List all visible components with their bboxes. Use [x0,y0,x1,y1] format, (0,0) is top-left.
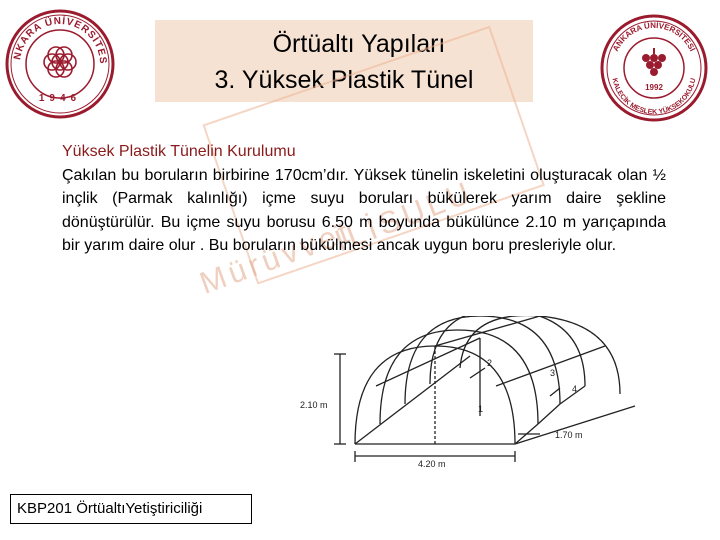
diagram-part-4: 4 [572,384,578,394]
ankara-universitesi-seal-icon [4,8,116,120]
course-footer: KBP201 ÖrtüaltıYetiştiriciliği [10,494,252,524]
tunnel-diagram [300,316,645,468]
watermark-name: Mürüvvet [195,213,357,301]
section-heading: Yüksek Plastik Tünelin Kurulumu [62,143,296,160]
diagram-part-3: 3 [550,368,556,378]
right-logo-year: 1992 [645,83,663,92]
left-logo-year: 1946 [38,93,82,104]
diagram-part-2: 2 [487,358,493,368]
diagram-width-label: 4.20 m [418,459,446,468]
left-logo-ring-text: NKARA ÜNİVERSİTES [12,15,109,65]
diagram-spacing-label: 1.70 m [555,430,583,440]
kalecik-myo-seal-icon [600,14,708,122]
page-title: Örtüaltı Yapıları [272,30,446,58]
kalecik-myo-logo [600,14,708,122]
content-block [62,140,666,258]
body-paragraph: Çakılan bu boruların birbirine 170cm’dır. Yüksek tünelin iskeletini oluşturacak olan ½ inçlik (Parmak kalınlığı) içme suyu boruları bükülerek yarım daire şekline dönüştürülür. Bu içme suyu borusu 6.50 m boyunda bükülünce 2.10 m yarıçapında bir yarım daire olur . Bu boruların bükülmesi ancak uygun boru presleriyle olur. [62,166,666,254]
tunnel-frame-diagram-icon [300,316,645,468]
watermark-surname: İLİSULU [330,173,479,259]
diagram-part-1: 1 [478,404,484,414]
right-logo-ring-bottom-text: KALECİK MESLEK YÜKSEKOKULU [610,77,698,117]
page-subtitle: 3. Yüksek Plastik Tünel [214,66,474,94]
right-logo-ring-top-text: ANKARA ÜNİVERSİTESİ [611,20,697,53]
title-box [155,20,533,102]
diagram-height-label: 2.10 m [300,400,328,410]
ankara-universitesi-logo [4,8,116,120]
